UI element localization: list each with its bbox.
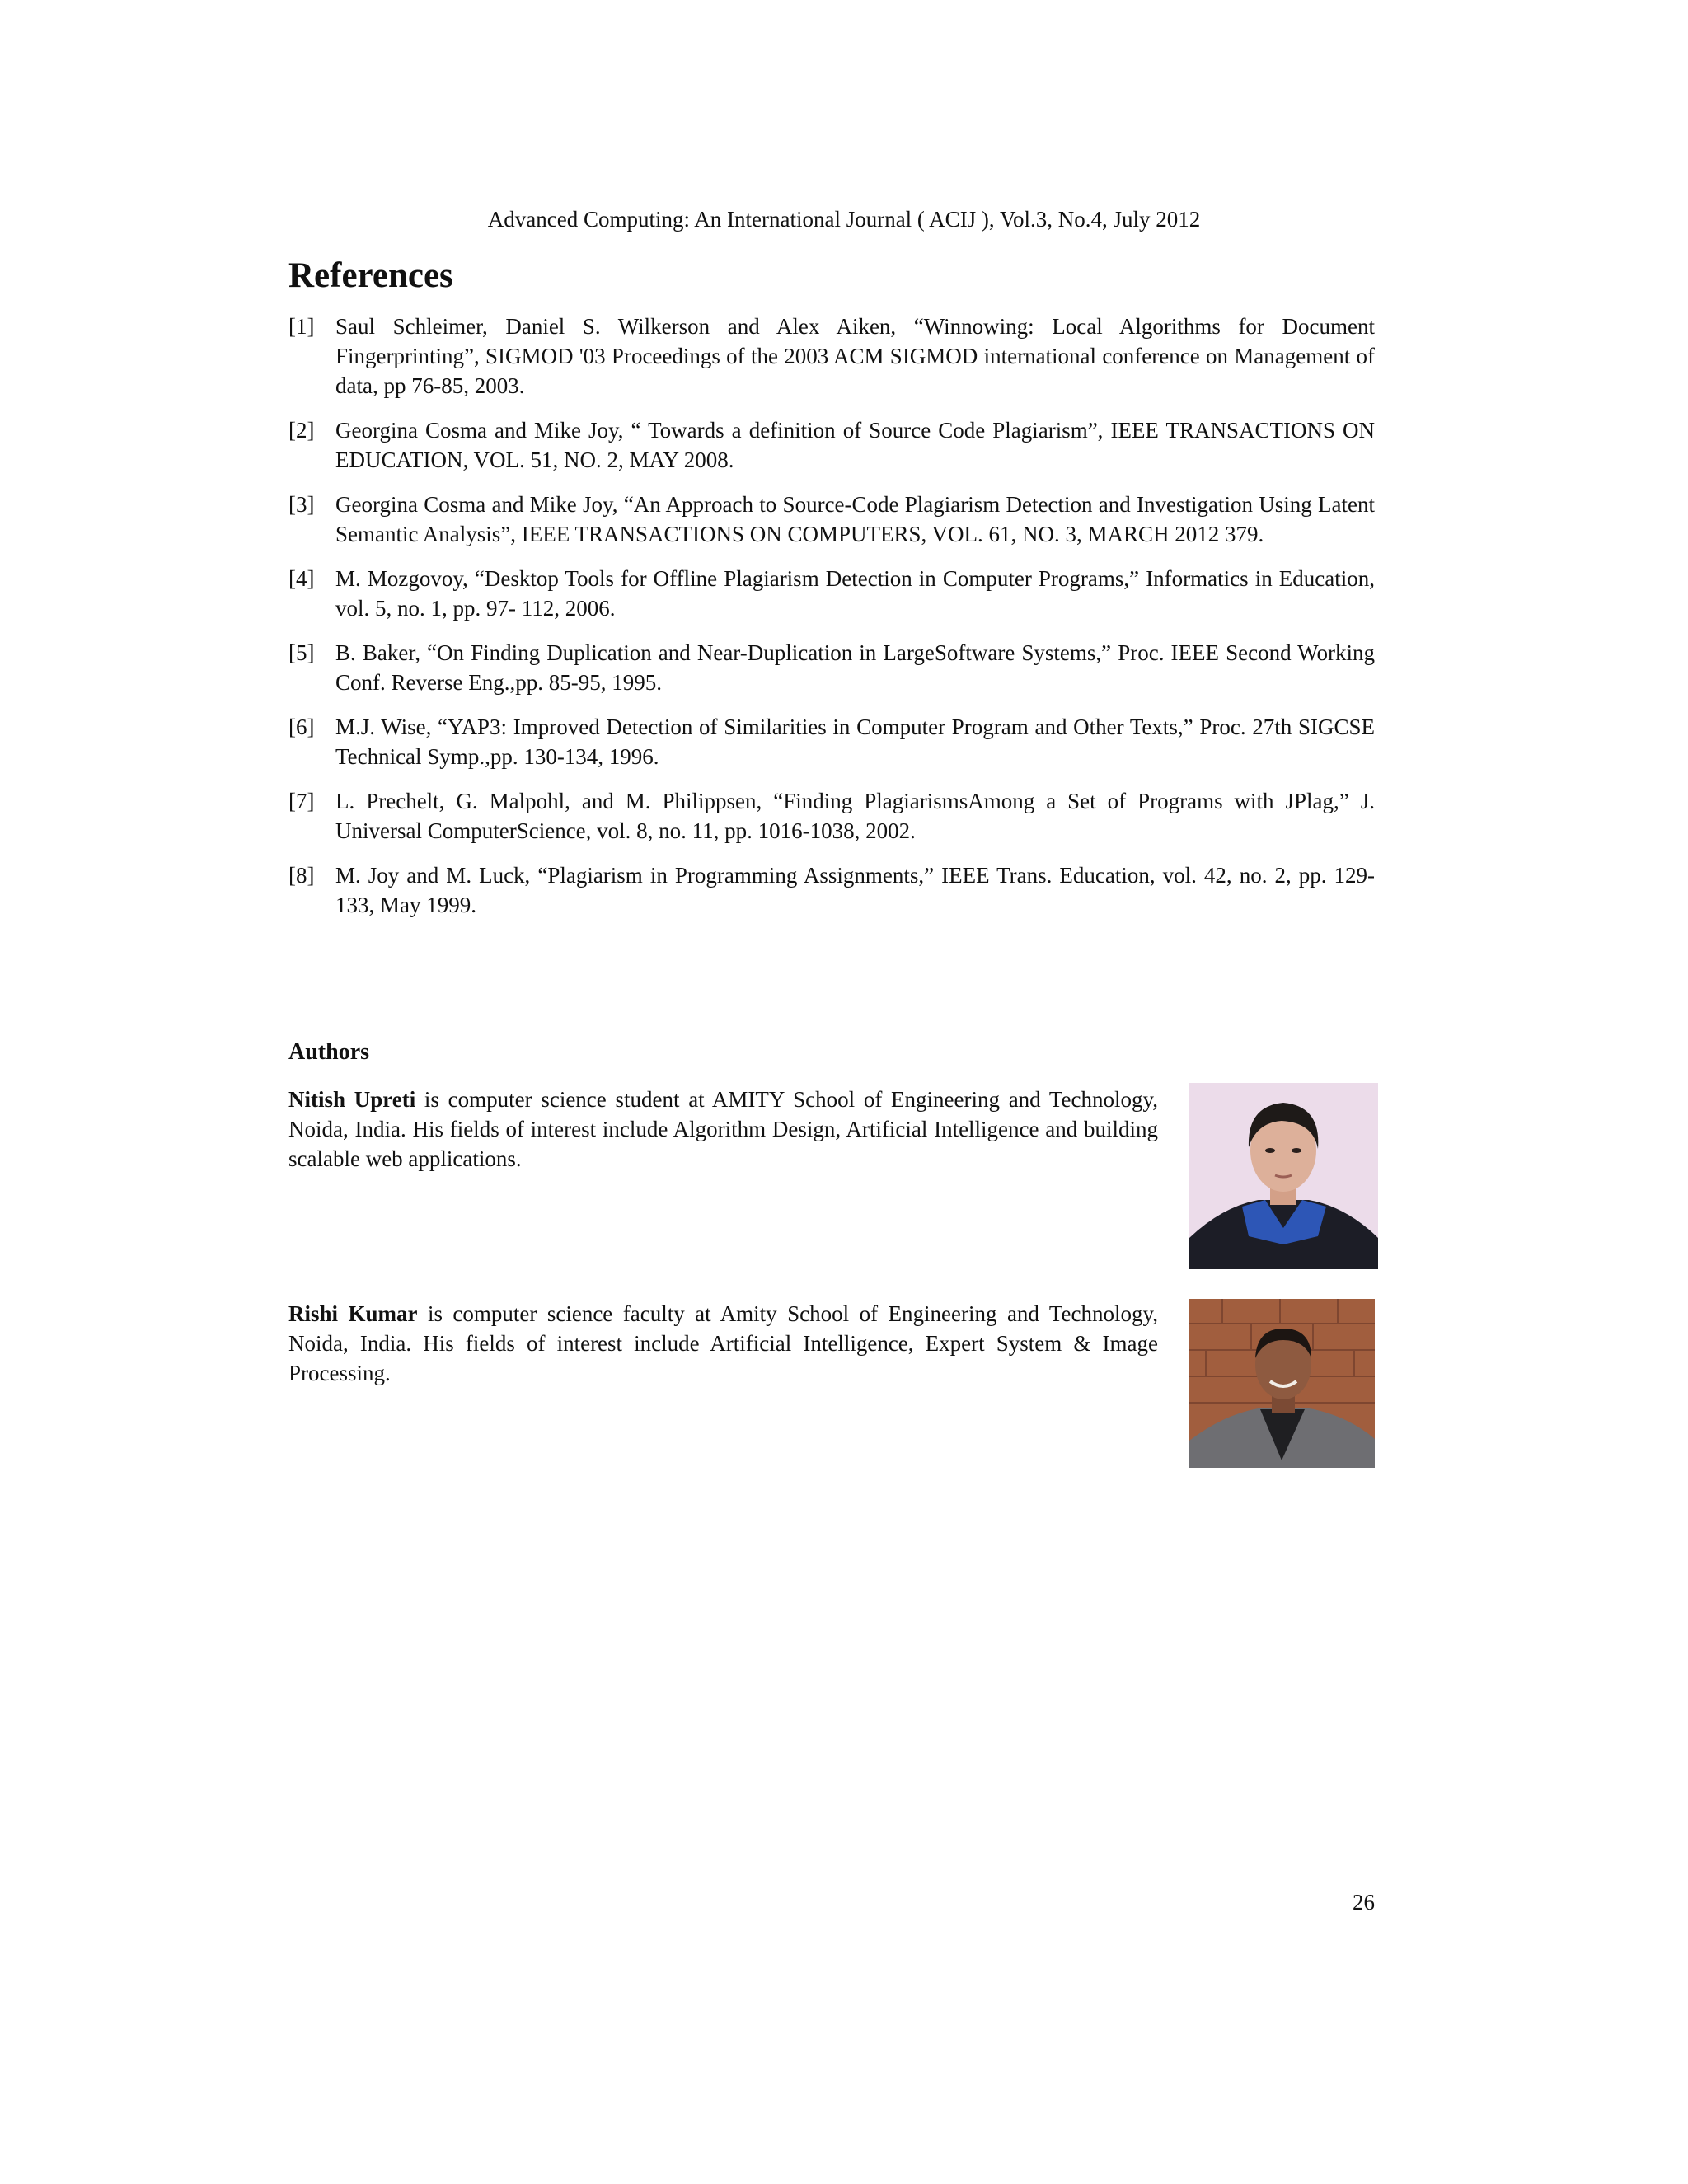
reference-text: Georgina Cosma and Mike Joy, “ Towards a definition of Source Code Plagiarism”, IEEE TRANSACTIONS ON EDUCATION, VOL. 51, NO. 2, MAY 2008. <box>335 418 1375 472</box>
reference-item <box>288 490 1375 549</box>
reference-number: [3] <box>288 492 315 517</box>
reference-number: [6] <box>288 715 315 739</box>
reference-text: B. Baker, “On Finding Duplication and Near-Duplication in LargeSoftware Systems,” Proc. IEEE Second Working Conf. Reverse Eng.,pp. 85-95, 1995. <box>335 640 1375 695</box>
reference-text: M.J. Wise, “YAP3: Improved Detection of Similarities in Computer Program and Other Texts,” Proc. 27th SIGCSE Technical Symp.,pp. 130-134, 1996. <box>335 715 1375 769</box>
reference-text: Georgina Cosma and Mike Joy, “An Approach to Source-Code Plagiarism Detection and Investigation Using Latent Semantic Analysis”, IEEE TRANSACTIONS ON COMPUTERS, VOL. 61, NO. 3, MARCH 2012 379. <box>335 492 1375 546</box>
reference-item <box>288 312 1375 401</box>
reference-number: [2] <box>288 418 315 443</box>
page-number: 26 <box>1353 1890 1375 1915</box>
reference-item <box>288 564 1375 623</box>
reference-number: [4] <box>288 566 315 591</box>
reference-text: M. Mozgovoy, “Desktop Tools for Offline Plagiarism Detection in Computer Programs,” Informatics in Education, vol. 5, no. 1, pp. 97- 112, 2006. <box>335 566 1375 621</box>
reference-item <box>288 860 1375 920</box>
reference-number: [5] <box>288 640 315 665</box>
reference-item <box>288 638 1375 697</box>
reference-text: Saul Schleimer, Daniel S. Wilkerson and Alex Aiken, “Winnowing: Local Algorithms for Document Fingerprinting”, SIGMOD '03 Proceedings of the 2003 ACM SIGMOD international conference on Management of data, pp 76-85, 2003. <box>335 314 1375 398</box>
reference-item <box>288 415 1375 475</box>
author-photo <box>1189 1083 1378 1269</box>
reference-item <box>288 712 1375 771</box>
author-name: Nitish Upreti <box>288 1087 416 1112</box>
author-photo <box>1189 1299 1375 1468</box>
reference-text: M. Joy and M. Luck, “Plagiarism in Programming Assignments,” IEEE Trans. Education, vol. 42, no. 2, pp. 129-133, May 1999. <box>335 863 1375 917</box>
authors-heading: Authors <box>288 1039 370 1065</box>
reference-list <box>288 312 1375 935</box>
author-bio <box>288 1299 1158 1388</box>
author-name: Rishi Kumar <box>288 1301 418 1326</box>
reference-number: [8] <box>288 863 315 888</box>
references-heading: References <box>288 256 453 295</box>
author-description: is computer science student at AMITY School of Engineering and Technology, Noida, India. His fields of interest include Algorithm Design, Artificial Intelligence and building scalable web applications. <box>288 1087 1158 1171</box>
author-description: is computer science faculty at Amity School of Engineering and Technology, Noida, India. His fields of interest include Artificial Intelligence, Expert System & Image Processing. <box>288 1301 1158 1385</box>
running-header: Advanced Computing: An International Journal ( ACIJ ), Vol.3, No.4, July 2012 <box>487 207 1201 232</box>
reference-number: [7] <box>288 789 315 813</box>
author-bio <box>288 1085 1158 1174</box>
reference-number: [1] <box>288 314 315 339</box>
reference-item <box>288 786 1375 846</box>
reference-text: L. Prechelt, G. Malpohl, and M. Philippsen, “Finding PlagiarismsAmong a Set of Programs with JPlag,” J. Universal ComputerScience, vol. 8, no. 11, pp. 1016-1038, 2002. <box>335 789 1375 843</box>
